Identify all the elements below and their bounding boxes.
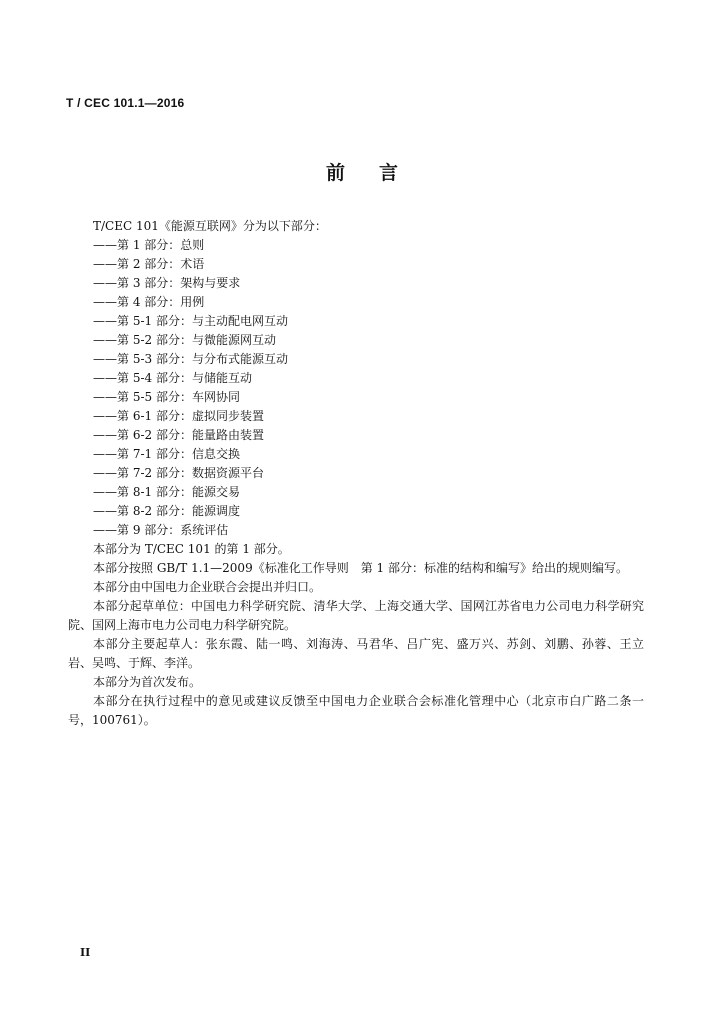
first-release-paragraph: 本部分为首次发布。 bbox=[93, 675, 202, 689]
page-number: II bbox=[80, 946, 91, 959]
part-list-item: ——第 7-1 部分：信息交换 bbox=[93, 447, 240, 461]
drafting-units-paragraph: 本部分起草单位：中国电力科学研究院、清华大学、上海交通大学、国网江苏省电力公司电力科学研究院、国网上海市电力公司电力科学研究院。 bbox=[68, 599, 644, 632]
part-list-item: ——第 6-2 部分：能量路由装置 bbox=[93, 428, 264, 442]
page-title: 前言 bbox=[325, 162, 432, 184]
drafters-paragraph: 本部分主要起草人：张东霞、陆一鸣、刘海涛、马君华、吕广宪、盛万兴、苏剑、刘鹏、孙蓉、王立岩、吴鸣、于辉、李洋。 bbox=[68, 637, 644, 670]
part-list-item: ——第 4 部分：用例 bbox=[93, 295, 205, 309]
part-list-item: ——第 5-4 部分：与储能互动 bbox=[93, 371, 252, 385]
foreword-body bbox=[68, 217, 644, 730]
part-list-item: ——第 6-1 部分：虚拟同步装置 bbox=[93, 409, 264, 423]
intro-paragraph: T/CEC 101《能源互联网》分为以下部分： bbox=[93, 219, 327, 233]
document-code: T / CEC 101.1—2016 bbox=[66, 96, 185, 110]
drafting-rules-paragraph: 本部分按照 GB/T 1.1—2009《标准化工作导则 第 1 部分：标准的结构和编写》给出的规则编写。 bbox=[93, 561, 628, 575]
part-list-item: ——第 9 部分：系统评估 bbox=[93, 523, 229, 537]
part-list-item: ——第 7-2 部分：数据资源平台 bbox=[93, 466, 264, 480]
part-list-item: ——第 5-2 部分：与微能源网互动 bbox=[93, 333, 276, 347]
part-list-item: ——第 3 部分：架构与要求 bbox=[93, 276, 241, 290]
part-list-item: ——第 5-3 部分：与分布式能源互动 bbox=[93, 352, 288, 366]
part-list-item: ——第 5-1 部分：与主动配电网互动 bbox=[93, 314, 288, 328]
part-list-item: ——第 8-1 部分：能源交易 bbox=[93, 485, 240, 499]
part-list-item: ——第 1 部分：总则 bbox=[93, 238, 205, 252]
part-list-item: ——第 5-5 部分：车网协同 bbox=[93, 390, 240, 404]
part-list-item: ——第 8-2 部分：能源调度 bbox=[93, 504, 240, 518]
feedback-paragraph: 本部分在执行过程中的意见或建议反馈至中国电力企业联合会标准化管理中心（北京市白广路二条一号，100761）。 bbox=[68, 694, 644, 727]
part-statement-paragraph: 本部分为 T/CEC 101 的第 1 部分。 bbox=[93, 542, 290, 556]
proposer-paragraph: 本部分由中国电力企业联合会提出并归口。 bbox=[93, 580, 322, 594]
part-list-item: ——第 2 部分：术语 bbox=[93, 257, 205, 271]
